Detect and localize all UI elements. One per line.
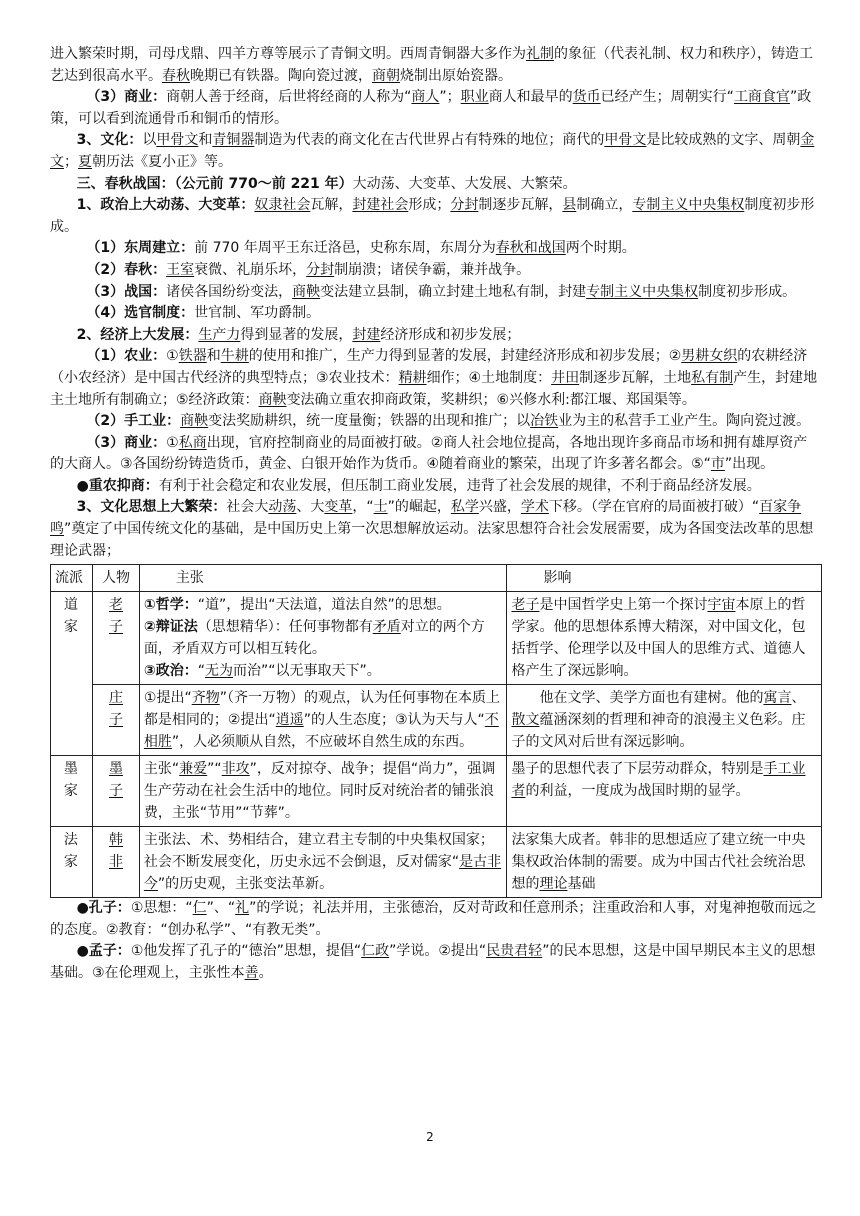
key-term: 是古非今 (143, 854, 502, 893)
text-run: 以 (142, 132, 157, 149)
text-run: 形成； (408, 197, 451, 214)
bold-heading: 2、经济上大发展： (76, 326, 199, 343)
text-run: 朝历法《夏小正》等。 (92, 153, 232, 170)
key-term: 私商 (178, 434, 207, 451)
key-term: 散文 (511, 712, 540, 729)
claim-paragraph (144, 660, 503, 682)
key-term: 商鞅 (292, 283, 321, 300)
bold-heading: （2）春秋： (86, 261, 167, 278)
key-term: 士 (373, 499, 388, 516)
key-term: 生产力 (198, 326, 241, 343)
impact-paragraph (511, 758, 817, 802)
text-run: 的象征（代表礼制、权力和秩序），铸造工艺达到很高水平。 (50, 46, 813, 84)
text-run: ”； (439, 89, 461, 106)
key-term: 青铜器 (212, 132, 255, 149)
text-run: 的使用和推广，生产力得到显著的发展，封建经济形成和初步发展；② (248, 348, 682, 365)
text-run: 制度初步形成。 (698, 283, 797, 300)
text-run: 已经产生；周朝实行“ (600, 89, 734, 106)
text-run: ”的民本思想，这是中国早期民本主义的思想基础。③在伦理观上，主张性本 (50, 943, 816, 982)
impact-paragraph (511, 594, 817, 682)
bold-heading: 三、春秋战国：（公元前 770～前 221 年） (76, 175, 353, 192)
text-run: 对立的两个方面，矛盾双方可以相互转化。 (143, 619, 485, 658)
claim-cell (139, 685, 507, 756)
key-term: 商人 (411, 89, 440, 106)
text-run: 制度初步形成。 (50, 197, 815, 235)
body-text-upper (50, 44, 820, 562)
key-term: 职业 (460, 89, 489, 106)
text-run: 有利于社会稳定和农业发展，但压制工商业发展，违背了社会发展的规律，不利于商品经济发展。 (158, 477, 761, 494)
paragraph (50, 898, 820, 941)
paragraph (50, 174, 820, 196)
key-term: 商鞅 (258, 391, 287, 408)
person-name: 庄子 (109, 690, 124, 729)
claim-paragraph (144, 687, 503, 753)
text-run: 他在文学、美学方面也有建树。他的 (511, 690, 764, 707)
impact-cell (507, 592, 822, 685)
key-term: 百家争鸣 (50, 499, 802, 538)
header-claim: 主张 (139, 565, 507, 592)
paragraph (50, 411, 820, 433)
person-cell (93, 756, 140, 827)
text-run: 蕴涵深刻的哲理和神奇的浪漫主义色彩。庄子的文风对后世有深远影响。 (511, 712, 806, 751)
text-run: 制逐步瓦解， (478, 197, 563, 214)
text-run: 本原上的哲学家。他的思想体系博大精深，对中国文化，包括哲学、伦理学以及中国人的思维方式、道德人格产生了深远影响。 (511, 597, 806, 680)
key-term: 兼爱 (179, 761, 208, 778)
text-run: 变法奖励耕织，统一度量衡；铁器的出现和推广；以 (208, 413, 531, 430)
text-run: ”，人必须顺从自然，不应破坏自然生成的东西。 (171, 734, 474, 751)
bold-heading: ③政治： (143, 663, 198, 680)
text-run: “道”，提出“天法道，道法自然”的思想。 (197, 597, 451, 614)
text-run: ，“ (352, 499, 374, 516)
header-school: 流派 (51, 565, 93, 592)
claim-paragraph (144, 829, 503, 895)
table-row (51, 592, 822, 685)
school-name: 法家 (63, 832, 78, 871)
text-run: 晚期已有铁器。陶向瓷过渡， (190, 67, 372, 84)
bold-heading: 3、文化思想上大繁荣： (76, 499, 227, 516)
text-run: 是比较成熟的文字、周朝 (646, 132, 801, 149)
text-run: 的农耕经济（小农经济）是中国古代经济的典型特点；③农业技术： (50, 348, 808, 386)
key-term: 甲骨文 (156, 132, 199, 149)
impact-cell (507, 827, 822, 898)
text-run: 是中国哲学史上第一个探讨 (539, 597, 708, 614)
text-run: （思想精华）：任何事物都有 (197, 619, 373, 636)
text-run: 业为主的私营手工业产生。陶向瓷过渡。 (558, 413, 811, 430)
school-name: 道家 (63, 597, 78, 636)
person-name: 韩非 (109, 832, 124, 871)
text-run: ①思想：“ (130, 900, 193, 917)
table-row (51, 827, 822, 898)
claim-cell (139, 756, 507, 827)
text-run: 大动荡、大变革、大发展、大繁荣。 (352, 175, 577, 192)
text-run: 下移。（学在官府的局面被打破）“ (548, 499, 760, 516)
bold-heading: （1）农业： (86, 348, 167, 365)
paragraph (50, 346, 820, 411)
bold-heading: （3）战国： (86, 283, 167, 300)
key-term: 工商食官 (733, 89, 790, 106)
text-run: 瓦解， (310, 197, 353, 214)
key-term: 动荡 (268, 499, 297, 516)
school-name: 墨家 (63, 761, 78, 800)
key-term: 宇宙 (707, 597, 736, 614)
text-run: 和 (198, 132, 213, 149)
text-run: “ (197, 663, 206, 680)
schools-table (50, 564, 822, 898)
paragraph (50, 260, 820, 282)
key-term: 学术 (520, 499, 549, 516)
paragraph (50, 476, 820, 498)
text-run: ”“ (207, 761, 222, 778)
text-run: 前 770 年周平王东迁洛邑，史称东周，东周分为 (194, 240, 496, 257)
text-run: 、大 (296, 499, 325, 516)
text-run: ”的人生态度；③认为天与人“ (303, 712, 485, 729)
paragraph (50, 282, 820, 304)
table-row (51, 756, 822, 827)
key-term: 无为 (205, 663, 234, 680)
text-run: 的利益，一度成为战国时期的显学。 (525, 783, 750, 800)
text-run: 墨子的思想代表了下层劳动群众，特别是 (511, 761, 764, 778)
key-term: 寓言 (763, 690, 792, 707)
key-term: 牛耕 (220, 348, 249, 365)
key-term: 手工业者 (511, 761, 806, 800)
text-run: ”政策，可以看到流通骨币和铜币的情形。 (50, 89, 812, 127)
person-name: 老子 (109, 597, 124, 636)
bold-heading: ①哲学： (143, 597, 198, 614)
text-run: ”、“ (206, 900, 236, 917)
key-term: 仁政 (361, 943, 390, 960)
bold-heading: （2）手工业： (86, 413, 181, 430)
text-run: ①他发挥了孔子的“德治”思想，提倡“ (130, 943, 362, 960)
key-term: 善 (244, 965, 259, 982)
body-text-lower (50, 898, 820, 984)
key-term: 铁器 (178, 348, 207, 365)
key-term: 专制主义中央集权 (632, 197, 745, 214)
text-run: ”的历史观，主张变法革新。 (157, 876, 334, 893)
paragraph (50, 941, 820, 984)
bold-heading: （4）选官制度： (86, 305, 195, 322)
text-run: ”（齐一万物）的观点，认为任何事物在本质上都是相同的；②提出“ (143, 690, 500, 729)
text-run: ①提出“ (143, 690, 192, 707)
key-term: 商朝 (372, 67, 400, 84)
claim-cell (139, 592, 507, 685)
key-term: 不相胜 (143, 712, 499, 751)
person-name: 墨子 (109, 761, 124, 800)
key-term: 老子 (511, 597, 540, 614)
claim-paragraph (144, 594, 503, 616)
text-run: 烧制出原始瓷器。 (400, 67, 512, 84)
key-term: 非攻 (221, 761, 250, 778)
school-cell (51, 827, 93, 898)
key-term: 礼制 (526, 46, 554, 62)
person-cell (93, 685, 140, 756)
text-run: 产生，封建地主土地所有制确立；⑤经济政策： (50, 369, 818, 408)
text-run: ”出现。 (724, 456, 775, 473)
bold-heading: ●孟子： (76, 943, 131, 960)
school-cell (51, 592, 93, 756)
text-run: 和 (206, 348, 221, 365)
text-run: 衰微、礼崩乐坏， (194, 261, 307, 278)
key-term: 奴隶社会 (254, 197, 311, 214)
key-term: 齐物 (191, 690, 220, 707)
key-term: 矛盾 (372, 619, 401, 636)
key-term: 分封 (306, 261, 335, 278)
key-term: 男耕女织 (681, 348, 738, 365)
text-run: 两个时期。 (565, 240, 636, 257)
text-run: 变法确立重农抑商政策，奖耕织；⑥兴修水利:都江堰、郑国渠等。 (286, 391, 696, 408)
header-person: 人物 (93, 565, 140, 592)
text-run: 出现，官府控制商业的局面被打破。②商人社会地位提高，各地出现许多商品市场和拥有雄厚资产的大商人。③各国纷纷铸造货币，黄金、白银开始作为货币。④随着商业的繁荣，出现了许多著名都会。⑤“ (50, 434, 808, 473)
key-term: 私学 (450, 499, 479, 516)
text-run: 变法建立县制，确立封建土地私有制，封建 (320, 283, 587, 300)
text-run: ”奠定了中国传统文化的基础，是中国历史上第一次思想解放运动。法家思想符合社会发展需要，成为各国变法改革的思想理论武器； (50, 521, 814, 559)
text-run: 进入繁荣时期，司母戊鼎、四羊方尊等展示了青铜文明。西周青铜器大多作为 (50, 46, 526, 62)
text-run: 主张法、术、势相结合，建立君主专制的中央集权国家；社会不断发展变化，历史永远不会倒退，反对儒家“ (143, 832, 494, 871)
text-run: ”，反对掠夺、战争；提倡“尚力”，强调生产劳动在社会生活中的地位。同时反对统治者的铺张浪费，主张“节用”“节葬”。 (143, 761, 496, 822)
key-term: 理论 (539, 876, 568, 893)
text-run: 商人和最早的 (488, 89, 573, 106)
bold-heading: （3）商业： (86, 434, 167, 451)
text-run: 社会大 (226, 499, 269, 516)
key-term: 春秋 (162, 67, 190, 84)
claim-cell (139, 827, 507, 898)
key-term: 甲骨文 (604, 132, 647, 149)
claim-paragraph (144, 616, 503, 660)
bold-heading: （3）商业： (86, 89, 167, 106)
header-impact: 影响 (507, 565, 822, 592)
claim-paragraph (144, 758, 503, 824)
bold-heading: （1）东周建立： (86, 240, 195, 257)
text-run: 、 (791, 690, 806, 707)
text-run: 诸侯各国纷纷变法， (166, 283, 293, 300)
text-run: 经济形成和初步发展； (380, 326, 521, 343)
key-term: 私有制 (691, 369, 734, 386)
key-term: 逍遥 (275, 712, 304, 729)
text-run: 得到显著的发展， (240, 326, 353, 343)
bold-heading: 1、政治上大动荡、大变革： (76, 197, 255, 214)
paragraph (50, 238, 820, 260)
text-run: 商朝人善于经商，后世将经商的人称为“ (166, 89, 412, 106)
key-term: 王室 (166, 261, 195, 278)
person-cell (93, 827, 140, 898)
text-run: 主张“ (143, 761, 180, 778)
paragraph (50, 325, 820, 347)
key-term: 市 (710, 456, 725, 473)
text-run: 制逐步瓦解，土地 (579, 369, 692, 386)
key-term: 商鞅 (180, 413, 209, 430)
key-term: 仁 (192, 900, 207, 917)
key-term: 封建社会 (352, 197, 409, 214)
text-run: 世官制、军功爵制。 (194, 305, 321, 322)
bold-heading: ②辩证法 (143, 619, 198, 636)
paragraph (50, 44, 820, 87)
text-run: ”的学说；礼法并用，主张德治，反对苛政和任意刑杀；注重政治和人事，对鬼神抱敬而远之的态度。②教育：“创办私学”、“有教无类”。 (50, 900, 817, 938)
paragraph (50, 433, 820, 476)
text-run: 细作；④土地制度： (426, 369, 552, 386)
key-term: 封建 (352, 326, 381, 343)
paragraph (50, 195, 820, 238)
impact-cell (507, 685, 822, 756)
text-run: 基础 (567, 876, 596, 893)
key-term: 专制主义中央集权 (586, 283, 699, 300)
key-term: 变革 (324, 499, 353, 516)
bold-heading: 3、文化： (76, 132, 143, 149)
text-run: 制确立， (576, 197, 633, 214)
bold-heading: ●孔子： (76, 900, 131, 917)
paragraph (50, 130, 820, 173)
key-term: 县 (562, 197, 577, 214)
key-term: 礼 (235, 900, 250, 917)
text-run: 而治”“以无事取天下”。 (233, 663, 381, 680)
paragraph (50, 303, 820, 325)
text-run: 制崩溃；诸侯争霸，兼并战争。 (334, 261, 531, 278)
school-cell (51, 756, 93, 827)
key-term: 货币 (572, 89, 601, 106)
impact-paragraph (511, 687, 817, 753)
text-run: ① (166, 348, 179, 365)
key-term: 夏 (78, 153, 92, 170)
text-run: 。 (258, 965, 273, 982)
paragraph (50, 497, 820, 562)
key-term: 民贵君轻 (486, 943, 543, 960)
text-run: ”学说。②提出“ (389, 943, 487, 960)
document-page (50, 44, 820, 985)
bold-heading: ●重农抑商： (76, 477, 159, 494)
key-term: 分封 (450, 197, 479, 214)
key-term: 井田 (551, 369, 580, 386)
page-number: 2 (426, 1130, 434, 1144)
person-cell (93, 592, 140, 685)
key-term: 冶铁 (530, 413, 559, 430)
impact-paragraph (511, 829, 817, 895)
key-term: 金文 (50, 132, 815, 170)
table-row (51, 685, 822, 756)
text-run: 法家集大成者。韩非的思想适应了建立统一中央集权政治体制的需要。成为中国古代社会统治思想的 (511, 832, 806, 893)
impact-cell (507, 756, 822, 827)
text-run: 制造为代表的商文化在古代世界占有特殊的地位；商代的 (254, 132, 605, 149)
text-run: ； (64, 153, 78, 170)
key-term: 春秋和战国 (495, 240, 566, 257)
text-run: ① (166, 434, 179, 451)
text-run: ”的崛起， (387, 499, 451, 516)
table-header-row (51, 565, 822, 592)
text-run: 兴盛， (478, 499, 521, 516)
paragraph (50, 87, 820, 130)
key-term: 精耕 (398, 369, 427, 386)
